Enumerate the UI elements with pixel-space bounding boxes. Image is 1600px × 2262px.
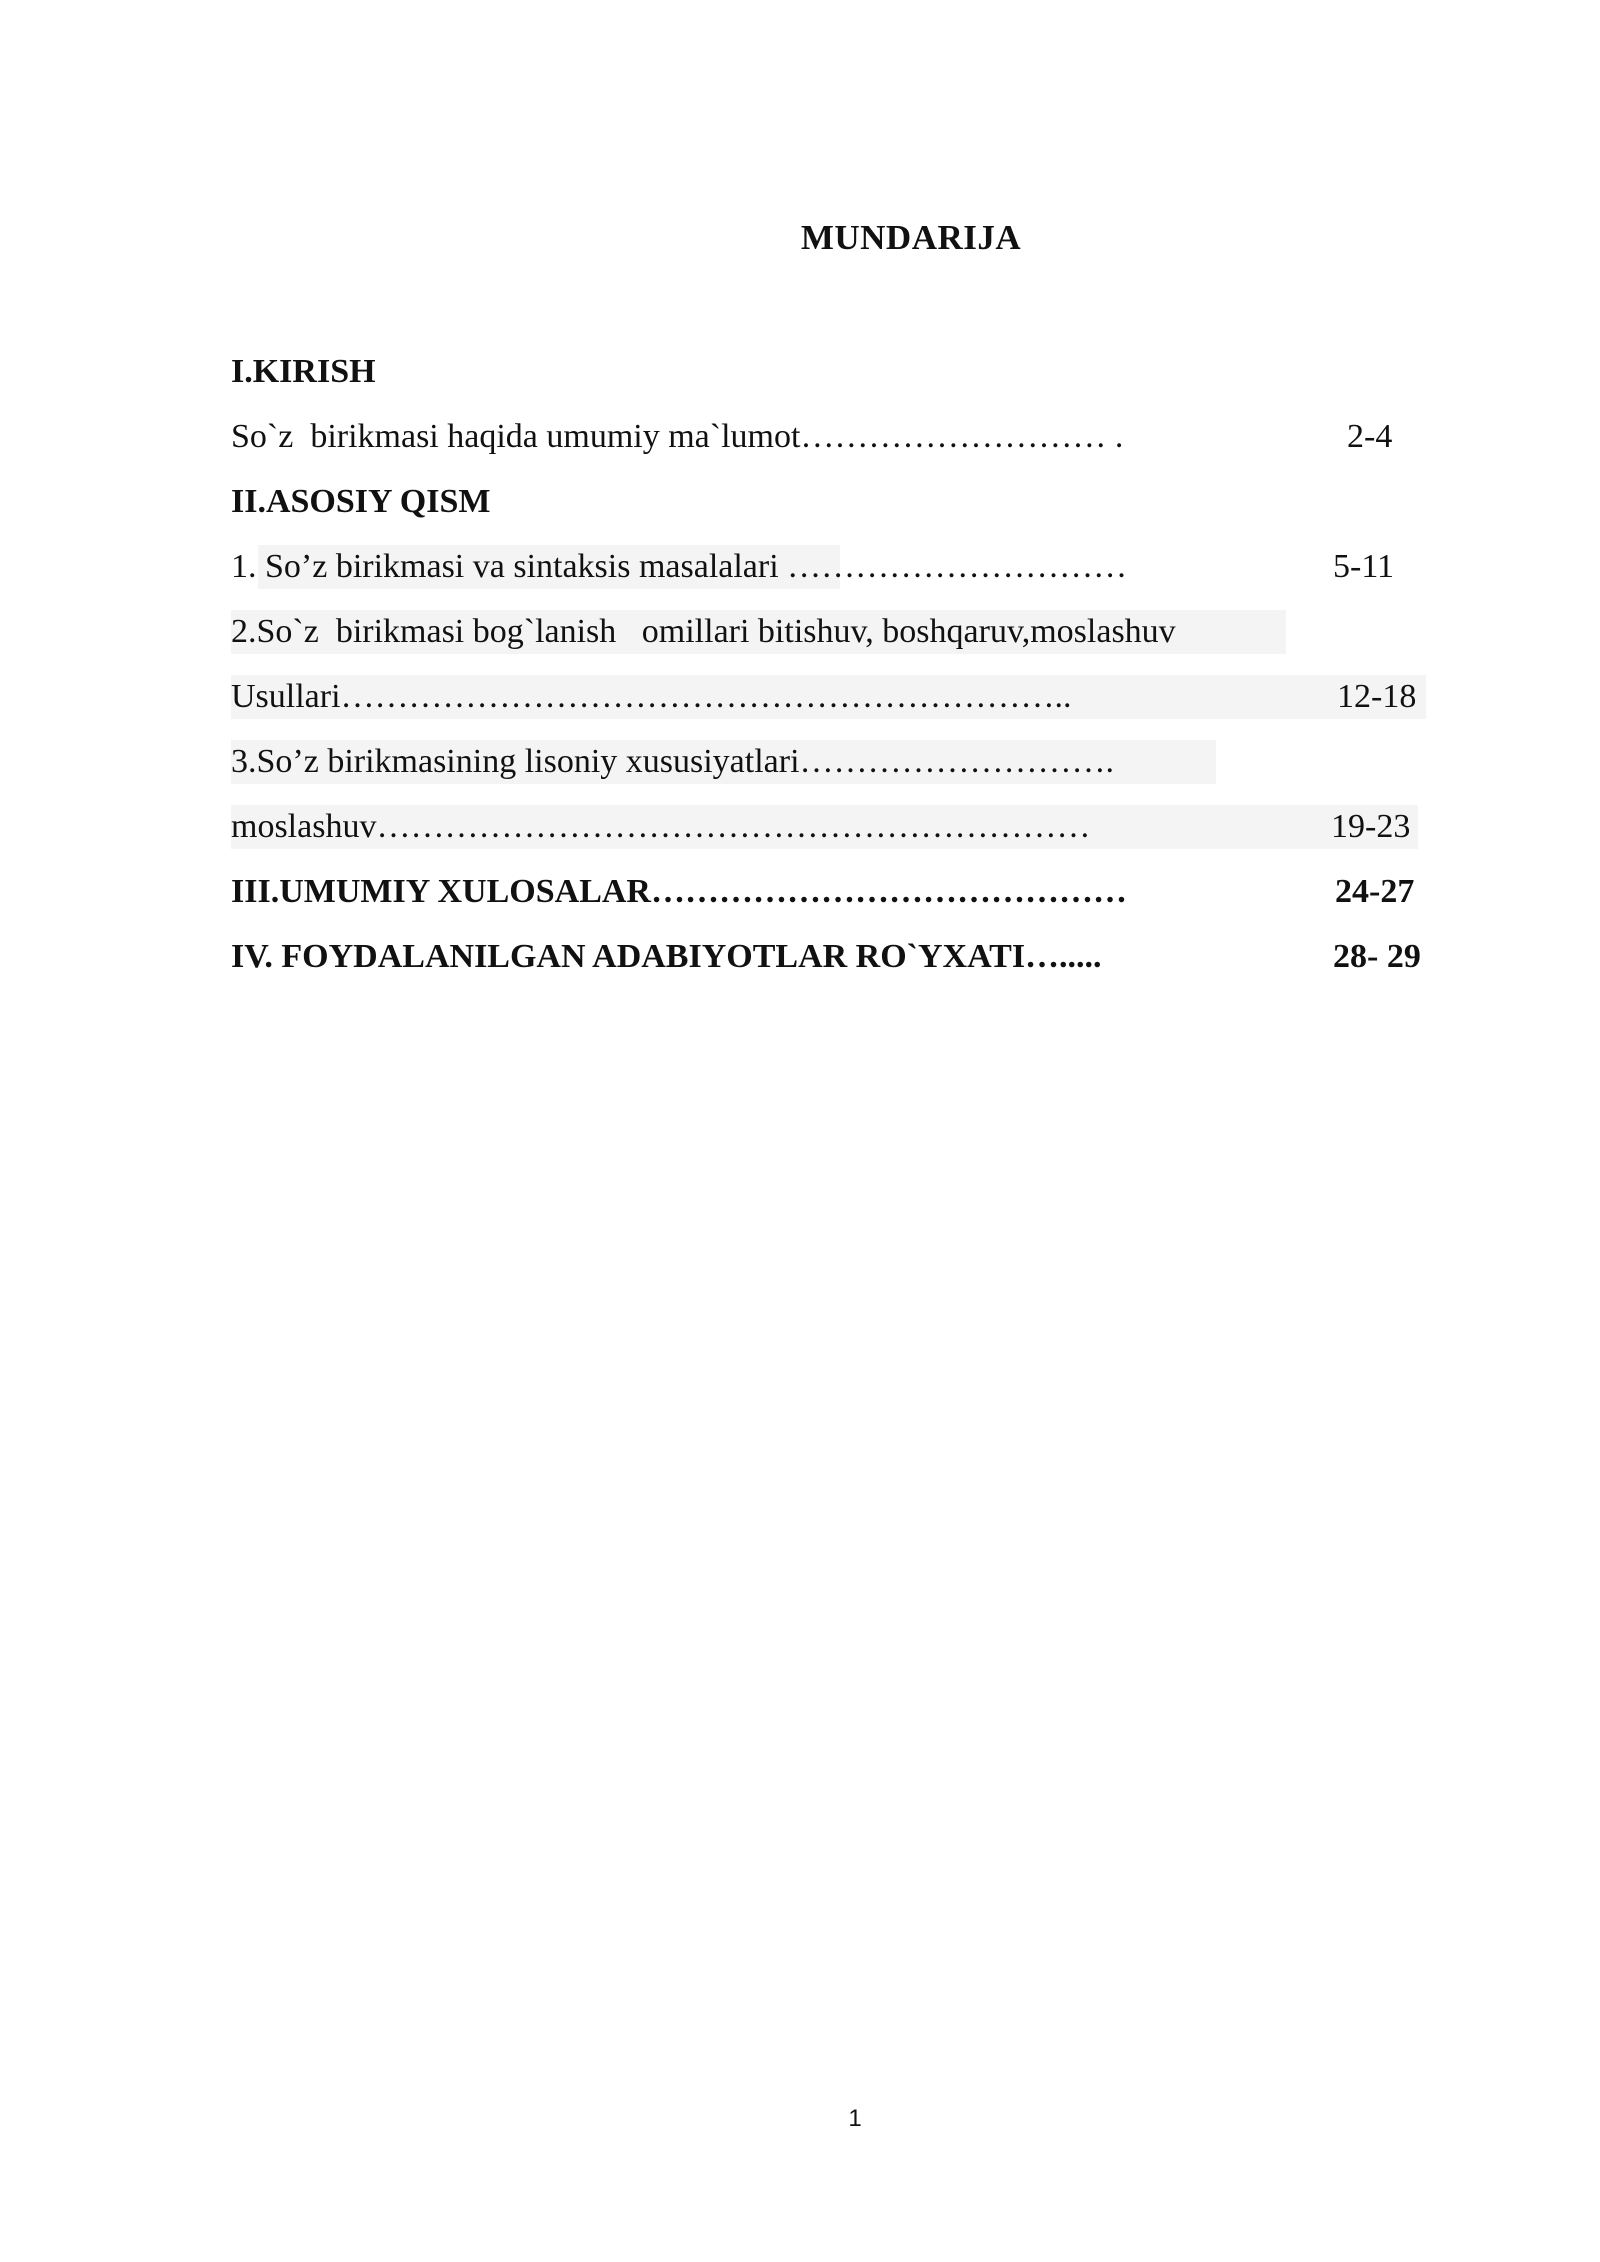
toc-page-range: 24-27 xyxy=(1335,873,1415,910)
page-number: 1 xyxy=(848,2105,862,2132)
toc-page-range: 5-11 xyxy=(1333,548,1395,585)
toc-entry: IV. FOYDALANILGAN ADABIYOTLAR RO`YXATI…..... xyxy=(231,938,1102,975)
toc-section-heading: II.ASOSIY QISM xyxy=(231,483,491,520)
page-title: MUNDARIJA xyxy=(800,218,1022,257)
toc-entry: 1. So’z birikmasi va sintaksis masalalari ………………………… xyxy=(231,548,1128,585)
toc-page-range: 28- 29 xyxy=(1333,938,1421,975)
toc-entry: III.UMUMIY XULOSALAR…………………………………… xyxy=(231,873,1127,910)
toc-page-range: 19-23 xyxy=(1331,808,1411,845)
toc-entry: moslashuv……………………………………………………… xyxy=(231,808,1091,845)
toc-entry: Usullari……………………………………………………….. xyxy=(231,678,1072,715)
toc-section-heading: I.KIRISH xyxy=(231,353,376,390)
toc-entry: 2.So`z birikmasi bog`lanish omillari bitishuv, boshqaruv,moslashuv xyxy=(231,613,1176,650)
toc-page-range: 12-18 xyxy=(1337,678,1417,715)
toc-entry: So`z birikmasi haqida umumiy ma`lumot……………………… . xyxy=(231,418,1124,455)
toc-page-range: 2-4 xyxy=(1347,418,1393,455)
toc-entry: 3.So’z birikmasining lisoniy xususiyatlari………………………. xyxy=(231,743,1115,780)
